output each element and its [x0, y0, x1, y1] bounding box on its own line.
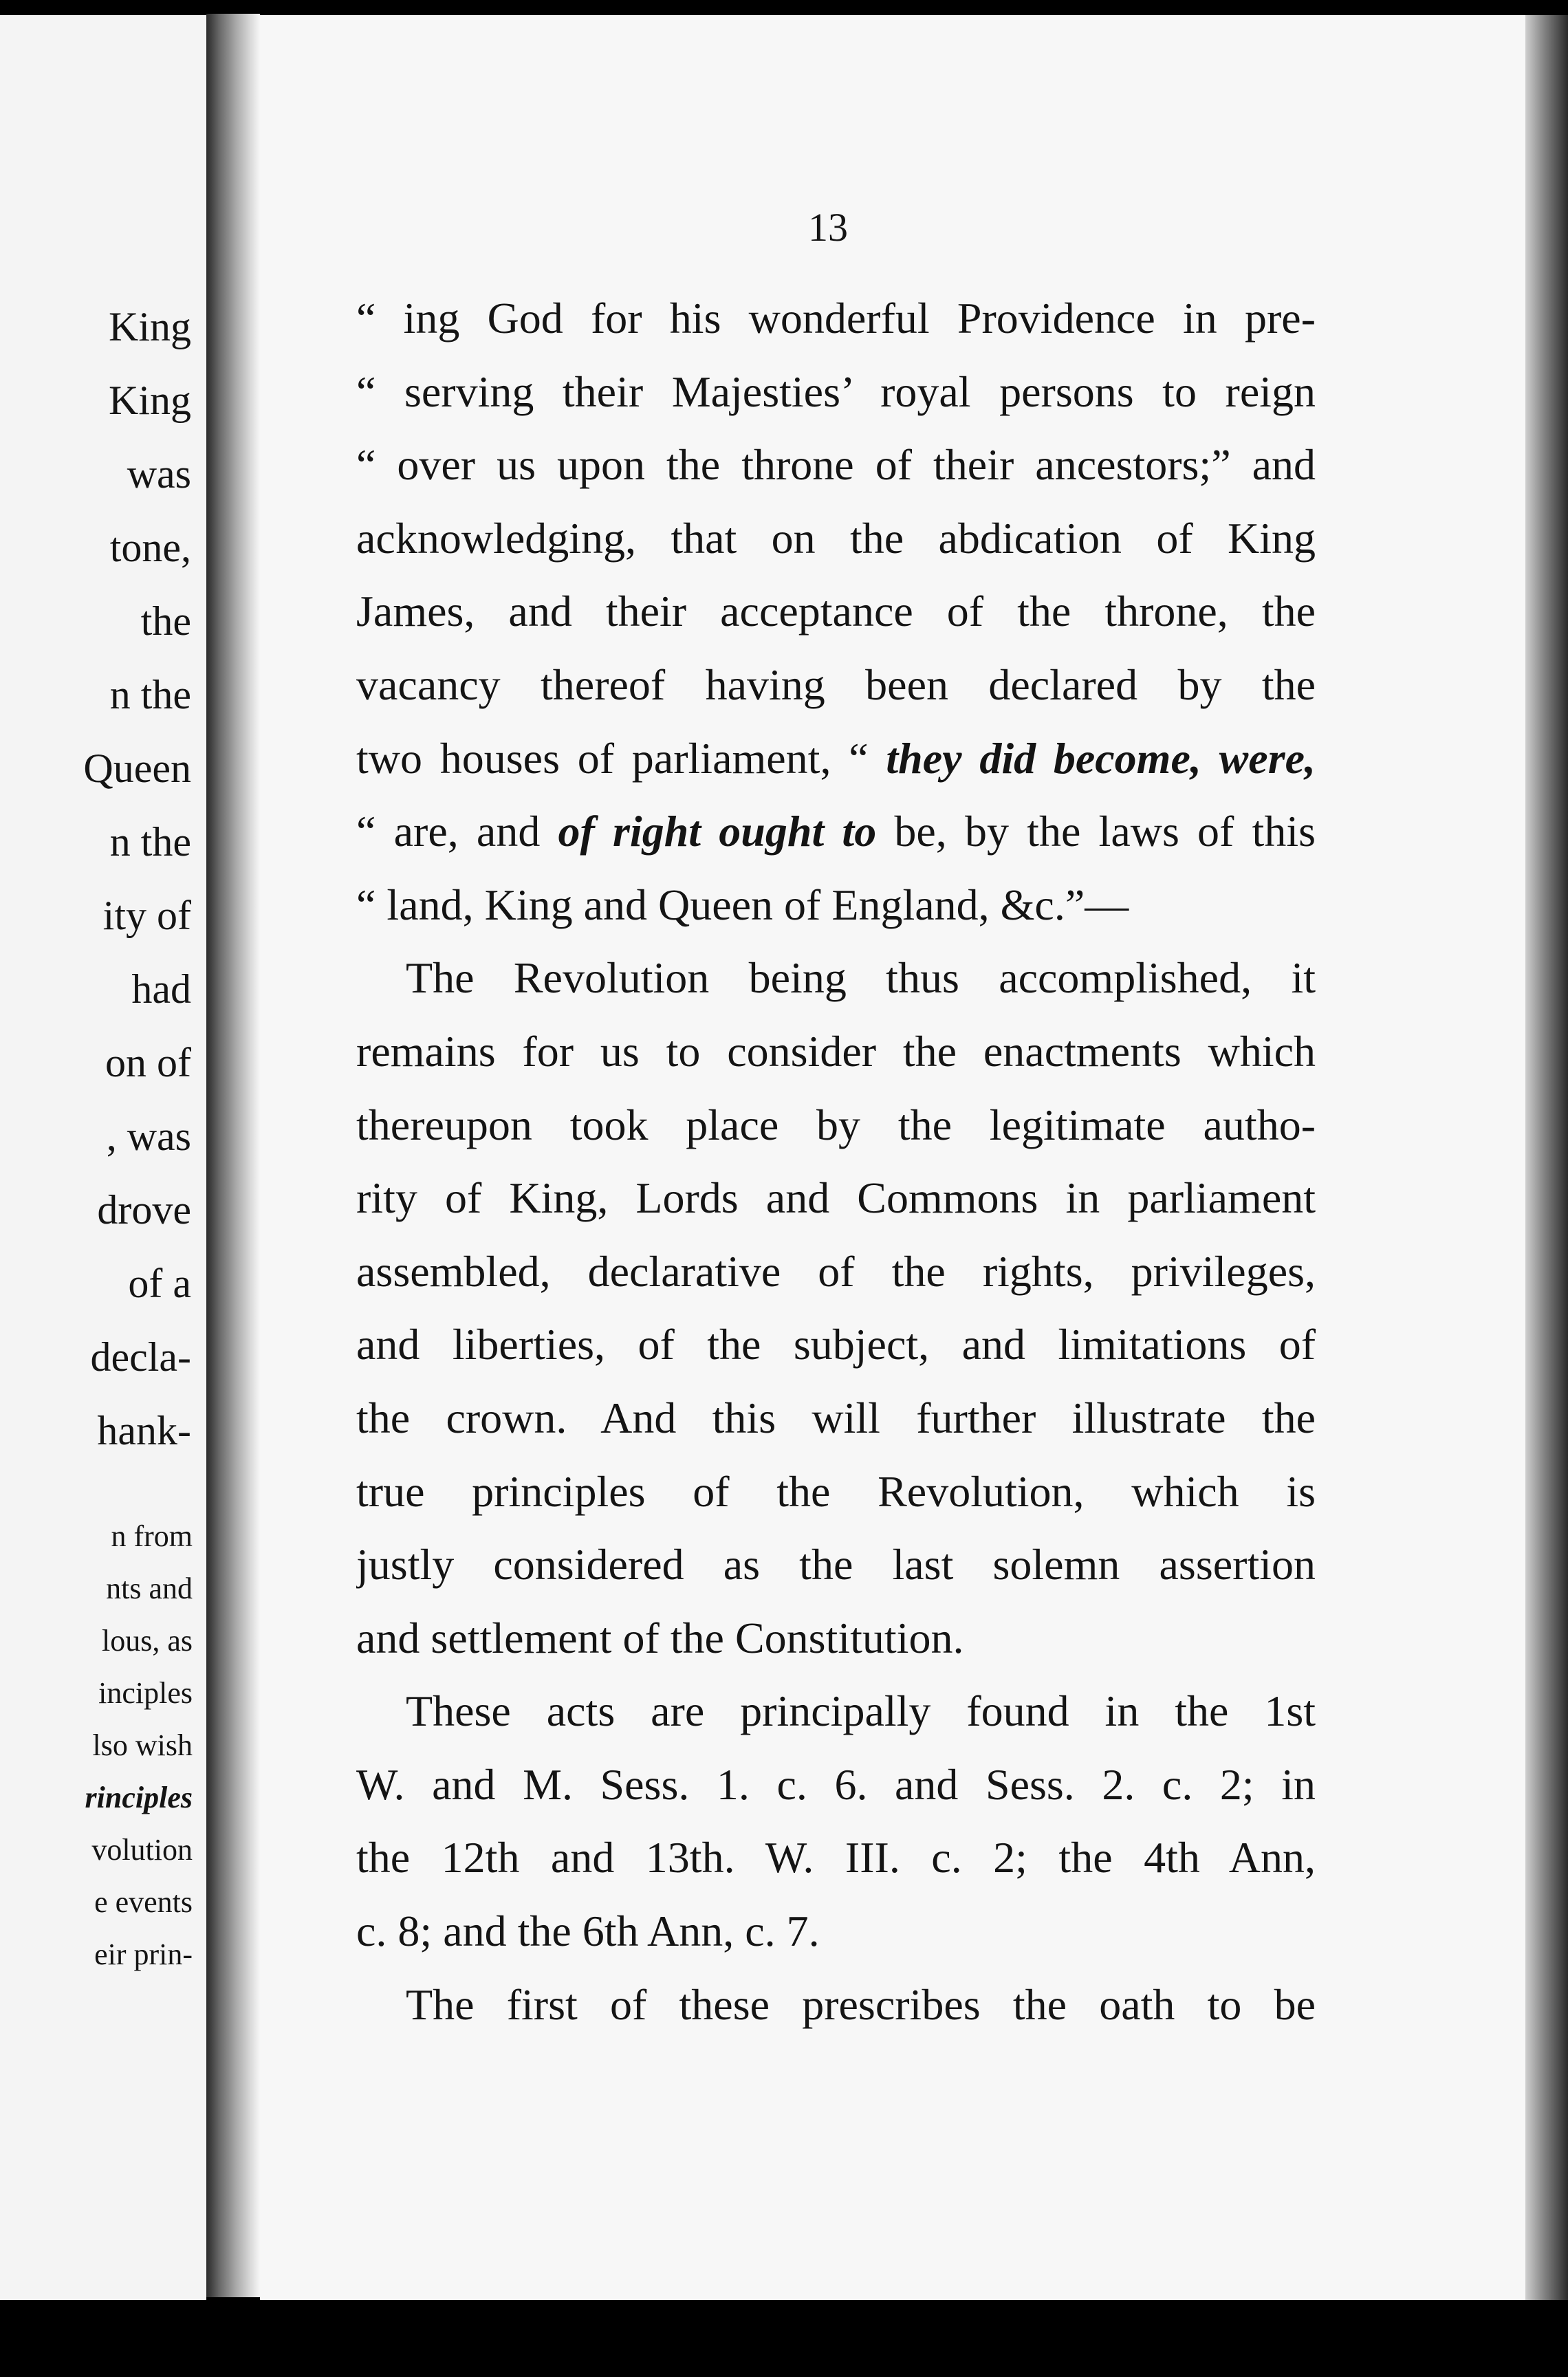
text-line: assembled, declarative of the rights, privileges,	[356, 1246, 1316, 1296]
text-line: “ ing God for his wonderful Providence in pre-	[356, 294, 1316, 343]
text-line: the crown. And this will further illustrate the	[356, 1393, 1316, 1442]
text-line: “ over us upon the throne of their ancestors;” and	[356, 440, 1316, 490]
left-footnote-line: lso wish	[92, 1728, 193, 1762]
text-line: c. 8; and the 6th Ann, c. 7.	[356, 1907, 820, 1956]
left-line: was	[127, 451, 191, 497]
scan-border-top	[0, 0, 1568, 15]
page-edge-shadow	[1525, 15, 1568, 2300]
left-line: ity of	[102, 893, 191, 938]
left-line: had	[131, 966, 191, 1012]
left-line: , was	[106, 1114, 191, 1159]
text-line: vacancy thereof having been declared by the	[356, 660, 1316, 709]
text-line: the 12th and 13th. W. III. c. 2; the 4th Ann,	[356, 1833, 1316, 1882]
left-footnote-line: volution	[91, 1833, 193, 1867]
text-line: “ serving their Majesties’ royal persons to reign	[356, 367, 1316, 416]
left-line: on of	[105, 1040, 191, 1085]
italic-phrase: of right ought to	[558, 807, 877, 856]
italic-phrase: they did become, were,	[886, 733, 1316, 783]
left-line: King	[109, 378, 191, 423]
text-line: justly considered as the last solemn assertion	[356, 1540, 1316, 1589]
left-line: the	[140, 598, 191, 644]
text-line: thereupon took place by the legitimate autho-	[356, 1100, 1316, 1149]
text-line: W. and M. Sess. 1. c. 6. and Sess. 2. c. 2; in	[356, 1759, 1316, 1809]
left-line: King	[109, 304, 191, 349]
book-gutter	[206, 14, 260, 2297]
page-number: 13	[808, 205, 848, 250]
left-line: drove	[97, 1187, 191, 1233]
left-footnote-line: n from	[111, 1519, 193, 1553]
left-line: Queen	[83, 746, 191, 791]
left-footnote-line: rinciples	[85, 1781, 193, 1814]
paragraph-start: These acts are principally found in the 1st	[406, 1686, 1316, 1736]
left-line: n the	[109, 819, 191, 865]
paragraph-start: The Revolution being thus accomplished, it	[406, 953, 1316, 1003]
scan-border-bottom	[0, 2300, 1568, 2377]
text-line: acknowledging, that on the abdication of King	[356, 513, 1316, 563]
body-text	[356, 282, 1316, 2041]
text-line: remains for us to consider the enactments which	[356, 1026, 1316, 1076]
paragraph-start: The first of these prescribes the oath to be	[406, 1979, 1316, 2029]
text-line: rity of King, Lords and Commons in parliament	[356, 1173, 1316, 1223]
text-line: James, and their acceptance of the throne, the	[356, 587, 1316, 636]
left-line: decla-	[90, 1334, 191, 1380]
text-line: and settlement of the Constitution.	[356, 1613, 964, 1662]
left-line: of a	[128, 1261, 191, 1306]
text-line: and liberties, of the subject, and limitations of	[356, 1320, 1316, 1369]
text-line-with-italic: “ are, and of right ought to be, by the laws of this	[356, 807, 1316, 856]
left-line: tone,	[109, 525, 191, 570]
left-page-fragment	[0, 15, 206, 2300]
text-line: “ land, King and Queen of England, &c.”—	[356, 880, 1129, 929]
left-footnote-line: nts and	[106, 1572, 193, 1605]
text-line-with-italic: two houses of parliament, “ they did become, were,	[356, 733, 1316, 783]
left-footnote-line: inciples	[98, 1676, 193, 1710]
left-line: n the	[109, 672, 191, 717]
left-line: hank-	[97, 1408, 191, 1453]
text-line: true principles of the Revolution, which is	[356, 1466, 1316, 1516]
left-footnote-line: eir prin-	[94, 1938, 193, 1971]
left-footnote-line: lous, as	[102, 1624, 193, 1658]
left-footnote-line: e events	[94, 1885, 193, 1919]
